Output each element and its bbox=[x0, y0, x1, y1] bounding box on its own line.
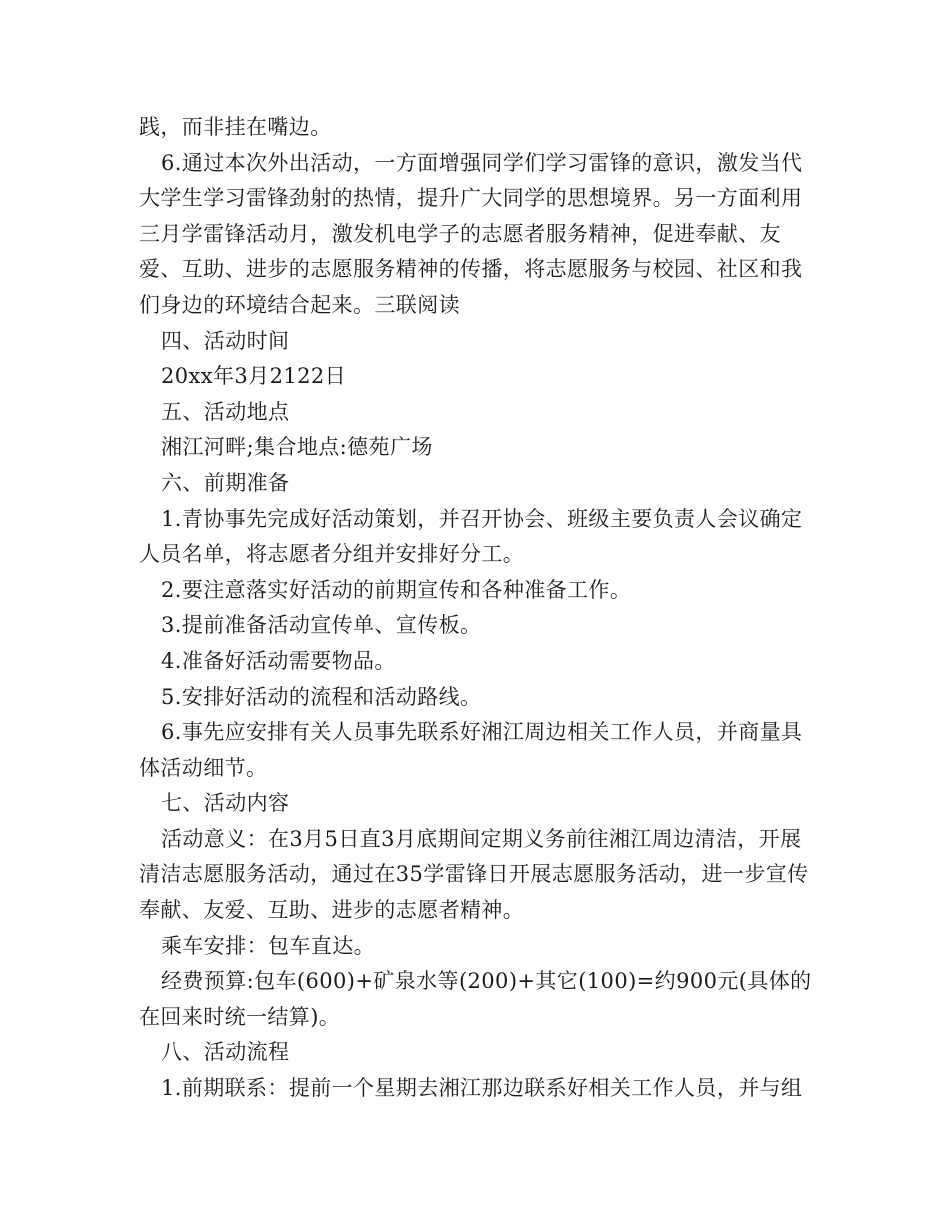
list-item-prep-3: 3.提前准备活动宣传单、宣传板。 bbox=[161, 613, 482, 638]
list-item-process-1: 1.前期联系：提前一个星期去湘江那边联系好相关工作人员，并与组 bbox=[161, 1076, 803, 1101]
paragraph-significance: 活动意义：在3月5日直3月底期间定期义务前往湘江周边清洁，开展清洁志愿服务活动，通过在35学雷锋日开展志愿服务活动，进一步宣传奉献、友爱、互助、进步的志愿者精神。 bbox=[139, 826, 809, 923]
paragraph-location: 湘江河畔;集合地点:德苑广场 bbox=[161, 435, 433, 460]
section-heading-preparation: 六、前期准备 bbox=[161, 470, 290, 495]
section-heading-process: 八、活动流程 bbox=[161, 1040, 290, 1065]
list-item-prep-2: 2.要注意落实好活动的前期宣传和各种准备工作。 bbox=[161, 577, 632, 602]
document-body bbox=[139, 110, 819, 1107]
list-item-prep-1: 1.青协事先完成好活动策划，并召开协会、班级主要负责人会议确定人员名单，将志愿者分组并安排好分工。 bbox=[139, 506, 803, 567]
paragraph-transport: 乘车安排：包车直达。 bbox=[161, 933, 375, 958]
list-item-prep-5: 5.安排好活动的流程和活动路线。 bbox=[161, 684, 482, 709]
paragraph-continuation: 践，而非挂在嘴边。 bbox=[139, 115, 332, 139]
paragraph-date: 20xx年3月2122日 bbox=[161, 364, 347, 389]
section-heading-location: 五、活动地点 bbox=[161, 399, 290, 424]
list-item-prep-6: 6.事先应安排有关人员事先联系好湘江周边相关工作人员，并商量具体活动细节。 bbox=[139, 720, 803, 780]
paragraph-budget: 经费预算:包车(600)+矿泉水等(200)+其它(100)=约900元(具体的在回来时统一结算)。 bbox=[139, 969, 812, 1029]
section-heading-time: 四、活动时间 bbox=[161, 328, 290, 353]
list-item-prep-4: 4.准备好活动需要物品。 bbox=[161, 648, 396, 673]
section-heading-content: 七、活动内容 bbox=[161, 791, 290, 816]
paragraph-goal-6: 6.通过本次外出活动，一方面增强同学们学习雷锋的意识，激发当代大学生学习雷锋劲射的热情，提升广大同学的思想境界。另一方面利用三月学雷锋活动月，激发机电学子的志愿者服务精神，促进奉献、友爱、互助、进步的志愿服务精神的传播，将志愿服务与校园、社区和我们身边的环境结合起来。三联阅读 bbox=[139, 150, 803, 317]
